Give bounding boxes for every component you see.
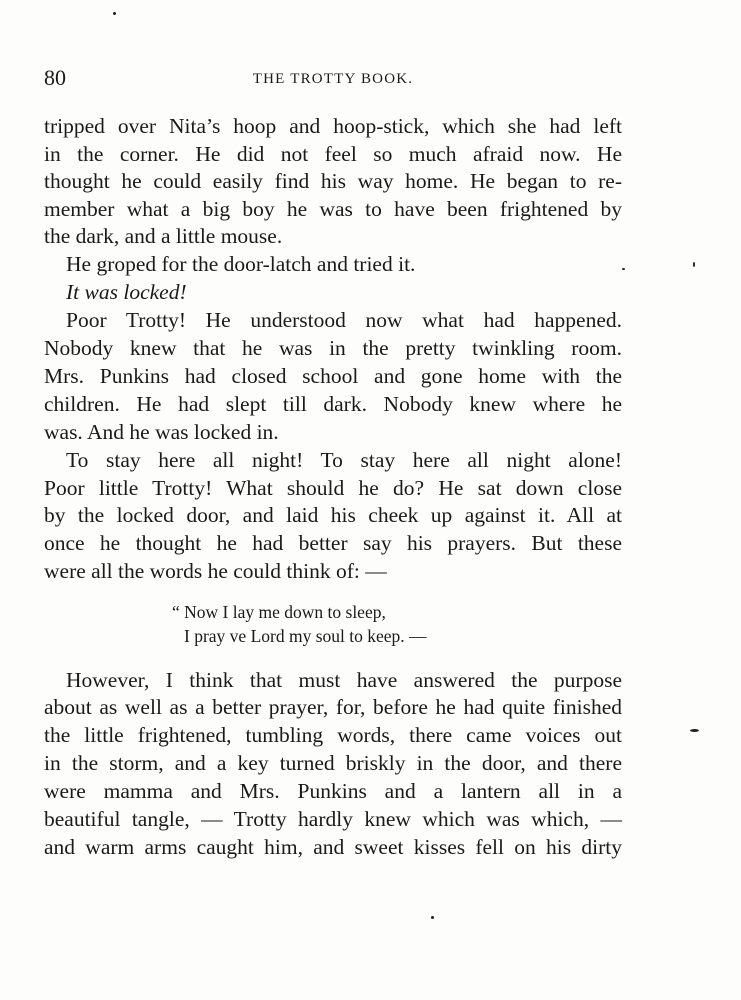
scan-speck [431,916,434,919]
text-line: were mamma and Mrs. Punkins and a lantern all in a [44,779,622,803]
text-line: children. He had slept till dark. Nobody knew where he [44,392,622,416]
text-line: were all the words he could think of: — [44,559,387,583]
text-line: once he thought he had better say his prayers. But these [44,531,622,555]
running-title: THE TROTTY BOOK. [252,71,414,87]
text-line: Mrs. Punkins had closed school and gone home with the [44,364,622,388]
text-line: Poor Trotty! He understood now what had happened. [66,308,622,332]
text-line: about as well as a better prayer, for, before he had quite finished [44,695,622,719]
text-line: It was locked! [66,280,187,304]
text-line: was. And he was locked in. [44,420,279,444]
scan-speck [693,262,695,267]
text-line: in the storm, and a key turned briskly in the door, and there [44,751,622,775]
text-line: Nobody knew that he was in the pretty twinkling room. [44,336,622,360]
text-line: and warm arms caught him, and sweet kisses fell on his dirty [44,835,622,859]
verse-line: “ Now I lay me down to sleep, [172,602,386,622]
scan-speck [690,729,699,732]
page-number: 80 [44,65,66,90]
text-line: beautiful tangle, — Trotty hardly knew which was which, — [44,807,622,831]
running-head [44,64,622,92]
text-line: thought he could easily find his way home. He began to re- [44,169,622,193]
text-line: However, I think that must have answered the purpose [66,668,622,692]
text-line: To stay here all night! To stay here all night alone! [66,448,622,472]
text-line: by the locked door, and laid his cheek up against it. All at [44,503,622,527]
scan-speck [622,268,625,270]
text-line: the little frightened, tumbling words, there came voices out [44,723,622,747]
text-line: He groped for the door-latch and tried it. [66,252,416,276]
text-line: in the corner. He did not feel so much afraid now. He [44,142,622,166]
text-line: tripped over Nita’s hoop and hoop-stick, which she had left [44,114,622,138]
scan-speck [113,12,116,15]
text-line: member what a big boy he was to have been frightened by [44,197,622,221]
text-line: the dark, and a little mouse. [44,224,283,248]
text-line: Poor little Trotty! What should he do? He sat down close [44,476,622,500]
verse-line: I pray ve Lord my soul to keep. — [184,626,427,646]
